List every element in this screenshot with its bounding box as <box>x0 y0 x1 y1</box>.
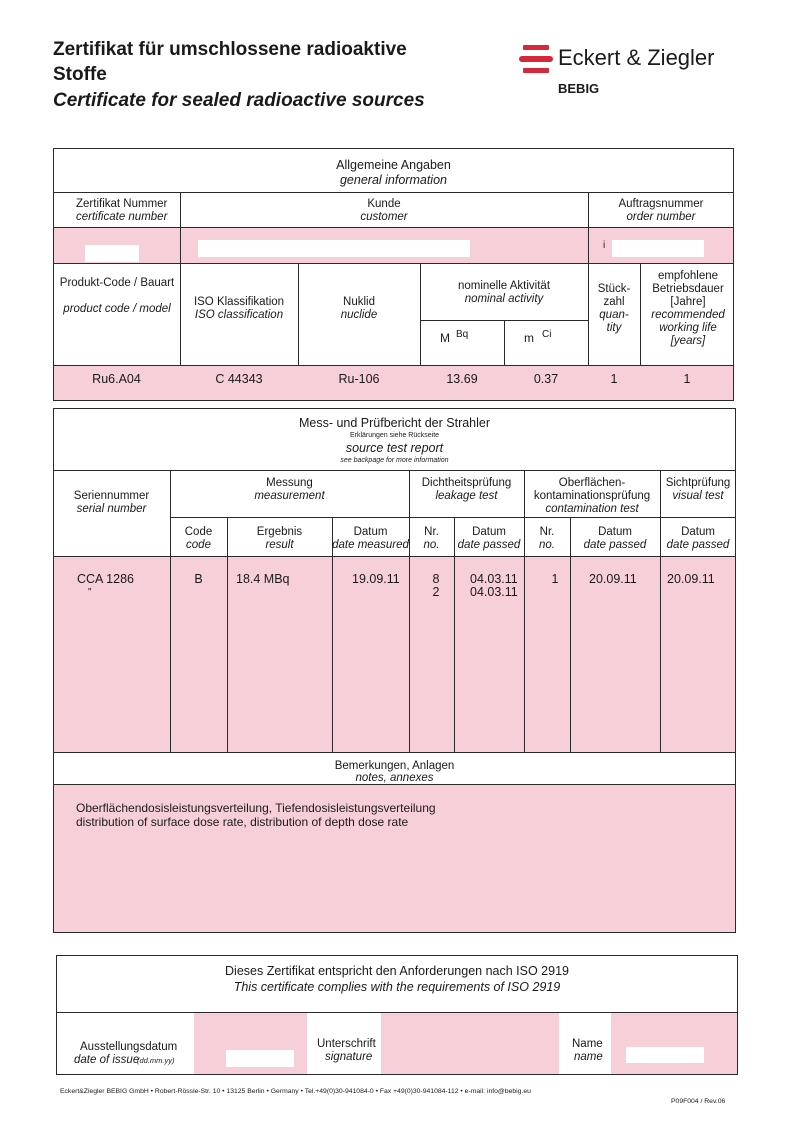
leakage-label-de: Dichtheitsprüfung <box>421 477 512 489</box>
contamination-label-en: contamination test <box>545 503 639 515</box>
measurement-label-en: measurement <box>254 490 325 502</box>
brand-logo-icon <box>519 44 553 74</box>
signature-label-en: signature <box>325 1051 373 1063</box>
test-note-de: Erklärungen siehe Rückseite <box>349 432 440 439</box>
general-heading-en: general information <box>339 173 447 187</box>
contam-date-label-en: date passed <box>583 539 647 551</box>
leak-nr-1: 8 <box>432 572 440 586</box>
activity-label-de: nominelle Aktivität <box>457 280 551 292</box>
working-life-label-en: recommended working life [years] <box>651 309 725 347</box>
footer-address: Eckert&Ziegler BEBIG GmbH • Robert-Rössle-Str. 10 • 13125 Berlin • Germany • Tel.+49(0)30-941084-0 • Fax +49(0)30-941084-112 • e-mail: info@bebig.eu <box>60 1088 531 1095</box>
issue-date-format: (dd.mm.yy) <box>137 1056 175 1065</box>
footer-form-code: P09F004 / Rev.06 <box>671 1098 726 1105</box>
nuclide-label-en: nuclide <box>340 309 378 321</box>
unit-mbq: Bq <box>456 329 469 340</box>
order-label-en: order number <box>626 211 696 223</box>
test-heading-en: source test report <box>345 441 444 455</box>
code-label-en: code <box>186 539 211 551</box>
nuclide-label-de: Nuklid <box>343 296 375 308</box>
iso-classification-value: C 44343 <box>215 372 263 386</box>
cert-number-label-en: certificate number <box>76 211 168 223</box>
order-label-de: Auftragsnummer <box>618 198 704 210</box>
contamination-label-de: Oberflächen-kontaminationsprüfung <box>533 477 651 502</box>
quantity-value: 1 <box>610 372 618 386</box>
product-label-en: product code / model <box>63 303 171 315</box>
quantity-label-de: Stück-zahl <box>597 283 631 308</box>
product-label-de: Produkt-Code / Bauart <box>59 277 175 289</box>
nuclide-value: Ru-106 <box>338 372 380 386</box>
notes-line-en: distribution of surface dose rate, distribution of depth dose rate <box>76 815 409 829</box>
contam-nr-label-en: no. <box>539 539 555 551</box>
iso-label-en: ISO classification <box>194 309 284 321</box>
quantity-label-en: quan-tity <box>599 309 629 334</box>
customer-label-en: customer <box>360 211 408 223</box>
notes-line-de: Oberflächendosisleistungsverteilung, Tiefendosisleistungsverteilung <box>76 801 436 815</box>
unit-mbq-prefix: M <box>440 331 450 345</box>
visual-date-label-de: Datum <box>681 526 715 538</box>
leak-nr-label-en: no. <box>423 539 440 551</box>
compliance-line-de: Dieses Zertifikat entspricht den Anforderungen nach ISO 2919 <box>225 964 569 978</box>
leak-date-2: 04.03.11 <box>470 585 518 599</box>
brand-name: Eckert & Ziegler <box>558 45 715 70</box>
result-label-en: result <box>265 539 294 551</box>
date-measured-label-en: date measured <box>332 539 409 551</box>
leak-nr-2: 2 <box>432 585 440 599</box>
working-life-label-de: empfohlene Betriebsdauer [Jahre] <box>652 270 724 308</box>
unit-mci: Ci <box>542 329 552 340</box>
leak-date-label-en: date passed <box>457 539 521 551</box>
visual-date-value: 20.09.11 <box>667 572 715 586</box>
visual-label-en: visual test <box>672 490 724 502</box>
serial-ditto-mark: " <box>88 587 92 598</box>
date-measured-label-de: Datum <box>353 526 388 538</box>
unit-mci-prefix: m <box>524 331 534 345</box>
leakage-label-en: leakage test <box>435 490 498 502</box>
result-label-de: Ergebnis <box>256 526 303 538</box>
measurement-label-de: Messung <box>266 477 313 489</box>
leak-date-1: 04.03.11 <box>470 572 518 586</box>
leak-nr-label-de: Nr. <box>424 526 439 538</box>
brand-sub: BEBIG <box>558 81 600 96</box>
issue-date-label-de: Ausstellungsdatum <box>80 1041 178 1053</box>
contam-nr-value: 1 <box>551 572 559 586</box>
visual-date-label-en: date passed <box>666 539 730 551</box>
name-label-de: Name <box>572 1038 603 1050</box>
title-german-line2: Stoffe <box>53 64 107 85</box>
serial-label-en: serial number <box>76 503 147 515</box>
contam-nr-label-de: Nr. <box>539 526 555 538</box>
name-label-en: name <box>574 1051 603 1063</box>
title-english: Certificate for sealed radioactive sources <box>53 90 425 111</box>
activity-mbq-value: 13.69 <box>446 372 478 386</box>
customer-label-de: Kunde <box>367 198 401 210</box>
test-heading-de: Mess- und Prüfbericht der Strahler <box>298 416 491 430</box>
contam-date-value: 20.09.11 <box>589 572 637 586</box>
cert-number-label-de: Zertifikat Nummer <box>76 198 168 210</box>
signature-label-de: Unterschrift <box>317 1038 376 1050</box>
notes-heading-en: notes, annexes <box>355 772 434 784</box>
title-german-line1: Zertifikat für umschlossene radioaktive <box>53 39 407 60</box>
notes-heading-de: Bemerkungen, Anlagen <box>334 760 455 772</box>
activity-label-en: nominal activity <box>464 293 544 305</box>
iso-label-de: ISO Klassifikation <box>193 296 285 308</box>
leak-date-label-de: Datum <box>472 526 506 538</box>
contam-date-label-de: Datum <box>598 526 632 538</box>
working-life-value: 1 <box>683 372 691 386</box>
compliance-line-en: This certificate complies with the requirements of ISO 2919 <box>233 980 561 994</box>
test-note-en: see backpage for more information <box>340 457 449 464</box>
code-value: B <box>194 572 203 586</box>
date-measured-value: 19.09.11 <box>352 572 400 586</box>
issue-date-label-en: date of issue <box>74 1054 140 1066</box>
product-code-value: Ru6.A04 <box>92 372 141 386</box>
serial-number-value: CCA 1286 <box>77 572 134 586</box>
visual-label-de: Sichtprüfung <box>665 477 731 489</box>
general-heading-de: Allgemeine Angaben <box>336 158 451 172</box>
result-value: 18.4 MBq <box>236 572 290 586</box>
activity-mci-value: 0.37 <box>533 372 559 386</box>
serial-label-de: Seriennummer <box>73 490 150 502</box>
order-value-fragment: i <box>603 240 606 251</box>
code-label-de: Code <box>184 526 213 538</box>
